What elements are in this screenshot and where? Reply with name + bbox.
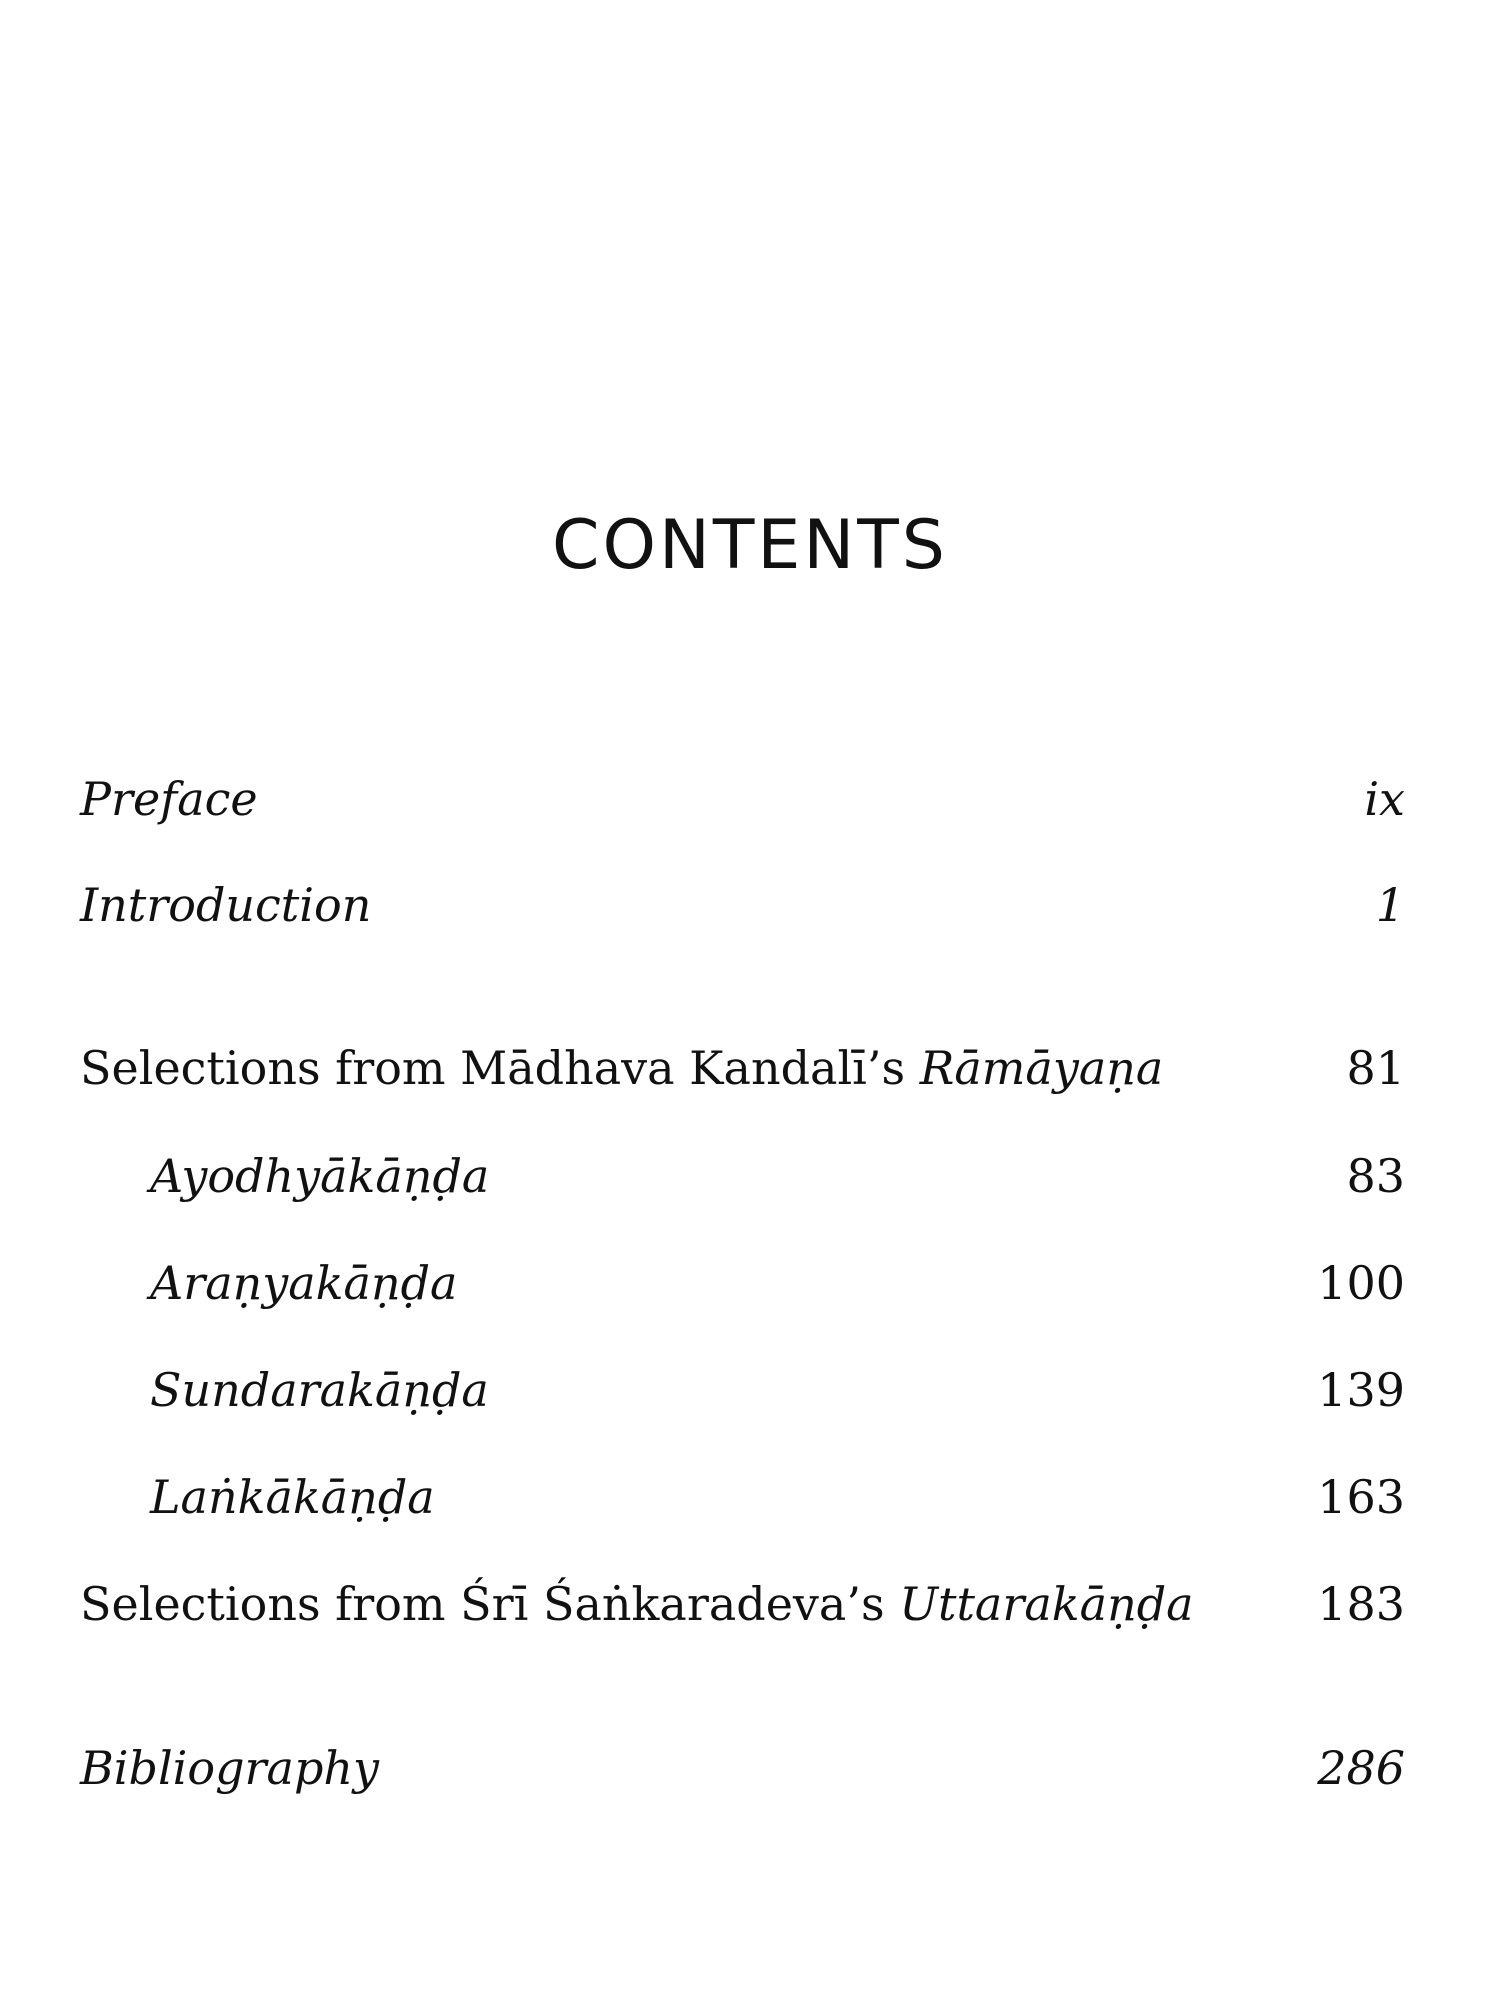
toc-entry-label: Introduction [80,878,372,932]
toc-entry-page: 163 [1317,1470,1405,1524]
toc-entry-aranyakanda[interactable] [80,1246,1405,1310]
toc-entry-label: Sundarakāṇḍa [150,1363,489,1417]
toc-entry-sankaradeva[interactable] [80,1567,1405,1631]
toc-entry-label: Laṅkākāṇḍa [150,1470,435,1524]
toc-entry-label-text: Selections from Mādhava Kandalī’s [80,1041,920,1095]
toc-entry-page: 100 [1317,1256,1405,1310]
toc-entry-introduction[interactable] [80,868,1405,932]
toc-entry-madhava-kandali[interactable] [80,1031,1405,1095]
toc-entry-bibliography[interactable] [80,1731,1405,1795]
toc-entry-page: 81 [1346,1041,1405,1095]
toc-entry-label: Araṇyakāṇḍa [150,1256,458,1310]
toc-entry-page: 139 [1317,1363,1405,1417]
toc-entry-sundarakanda[interactable] [80,1353,1405,1417]
toc-entry-preface[interactable] [80,762,1405,826]
toc-entry-page: 1 [1375,878,1405,932]
toc-entry-page: 83 [1346,1149,1405,1203]
toc-entry-label-title: Uttarakāṇḍa [899,1577,1194,1631]
toc-entry-page: 183 [1317,1577,1405,1631]
toc-entry-label [80,1577,1194,1631]
toc-entry-label-text: Selections from Śrī Śaṅkaradeva’s [80,1577,900,1631]
toc-entry-label-title: Rāmāyaṇa [919,1041,1164,1095]
page-title: CONTENTS [552,506,948,585]
toc-entry-ayodhyakanda[interactable] [80,1139,1405,1203]
toc-entry-label: Ayodhyākāṇḍa [150,1149,490,1203]
toc-entry-page: 286 [1317,1741,1405,1795]
toc-entry-label: Bibliography [80,1741,379,1795]
toc-entry-page: ix [1364,772,1405,826]
toc-entry-lankakanda[interactable] [80,1460,1405,1524]
toc-entry-label: Preface [80,772,258,826]
toc-entry-label [80,1041,1164,1095]
